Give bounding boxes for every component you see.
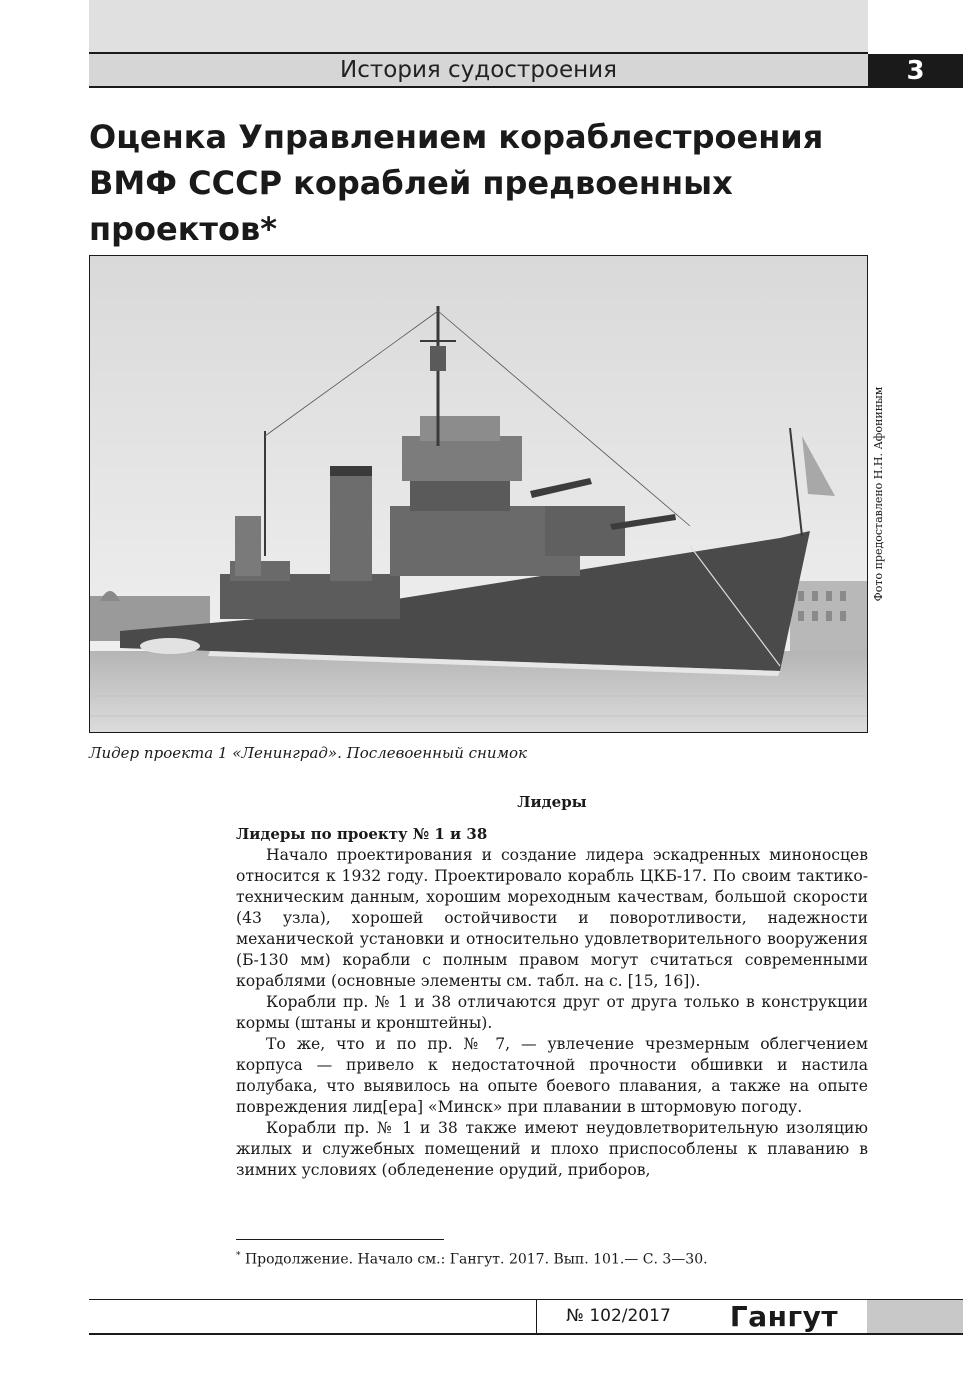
footer-gray-block [867,1300,963,1333]
photo-credit: Фото предоставлено Н.Н. Афониным [872,386,885,602]
footnote-mark: * [236,1251,241,1261]
footer-bottom-rule [89,1333,963,1335]
paragraph: Корабли пр. № 1 и 38 отличаются друг от друга только в конструкции кормы (штаны и кронштейны). [236,993,868,1032]
section-header-bar [89,54,868,88]
paragraph: То же, что и по пр. № 7, — увлечение чрезмерным облегчением корпуса — привело к недостаточной прочности обшивки и настила полубака, что выявилось на опыте боевого плавания, а также на опыте повреждения лид[ера] «Минск» при плавании в штормовую погоду. [236,1035,868,1116]
article-body [236,824,868,1181]
ship-photo [89,255,868,733]
section-heading: Лидеры [517,793,587,811]
journal-logo: Гангут [729,1300,839,1333]
footnote-divider [236,1239,444,1240]
section-title: История судостроения [340,57,617,83]
paragraph: Начало проектирования и создание лидера эскадренных миноносцев относится к 1932 году. Проектировало корабль ЦКБ-17. По своим тактико-техническим данным, хорошим мореходным качествам, большой скорости (43 узла), хорошей остойчивости и поворотливости, надежности механической установки и относительно удовлетворительного вооружения (Б-130 мм) корабли с полным правом могут считаться современными кораблями (основные элементы см. табл. на с. [15, 16]). [236,846,868,990]
footnote-text: Продолжение. Начало см.: Гангут. 2017. Вып. 101.— С. 3—30. [240,1251,708,1268]
photo-caption: Лидер проекта 1 «Ленинград». Послевоенный снимок [89,744,527,762]
article-title: Оценка Управлением кораблестроения ВМФ СССР кораблей предвоенных проектов* [89,118,824,248]
top-header-band [89,0,868,54]
ship-illustration [90,256,867,732]
subsection-heading: Лидеры по проекту № 1 и 38 [236,825,488,843]
paragraph: Корабли пр. № 1 и 38 также имеют неудовлетворительную изоляцию жилых и служебных помещений и плохо приспособлены к плаванию в зимних условиях (обледенение орудий, приборов, [236,1119,868,1179]
page-number: 3 [868,54,963,88]
issue-number: № 102/2017 [566,1306,671,1326]
footnote [236,1246,868,1270]
